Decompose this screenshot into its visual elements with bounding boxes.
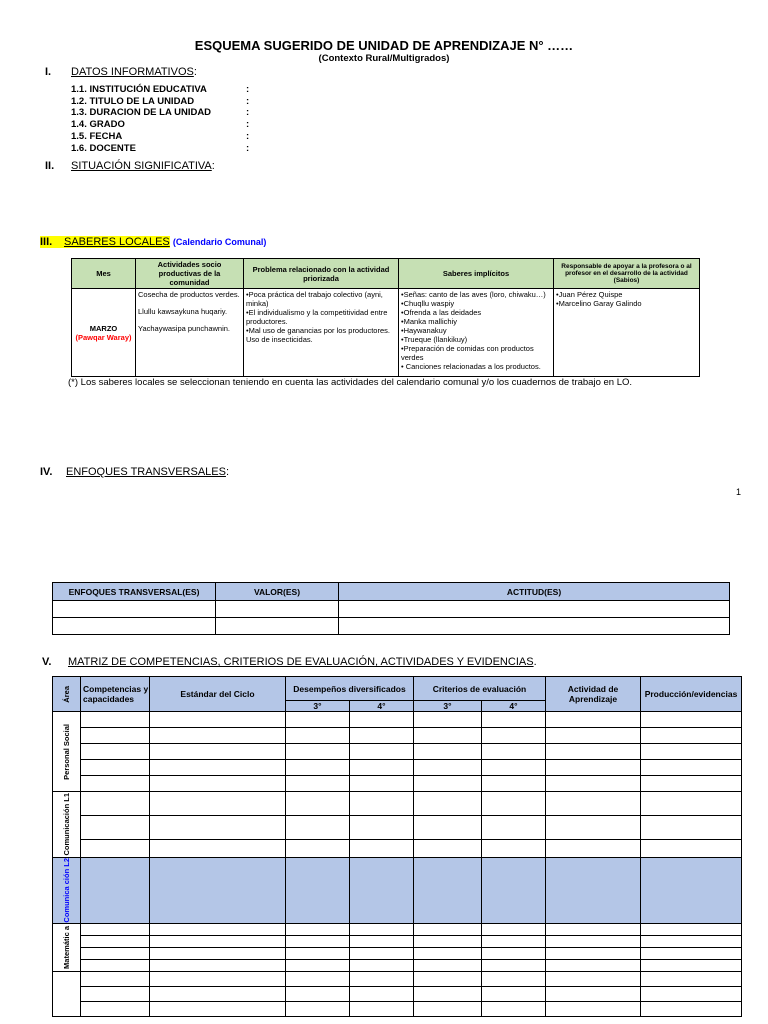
info-row: 1.2. TITULO DE LA UNIDAD : — [71, 95, 250, 107]
table-row — [53, 947, 742, 959]
table-row — [53, 1001, 742, 1016]
section-number: I. — [45, 66, 52, 78]
document-title: ESQUEMA SUGERIDO DE UNIDAD DE APRENDIZAJE N° …… — [194, 38, 574, 53]
table-row — [53, 923, 742, 935]
page-number: 1 — [736, 487, 742, 497]
info-row: 1.6. DOCENTE : — [71, 142, 250, 154]
section-enfoques-transversales: IV. ENFOQUES TRANSVERSALES: — [40, 466, 230, 478]
section-datos-informativos: I. DATOS INFORMATIVOS: — [45, 66, 197, 78]
area-comunicacion-l2: Comunica ción L2 — [53, 858, 81, 924]
mes-cell: MARZO (Pawqar Waray) — [72, 289, 136, 377]
section-matriz: V. MATRIZ DE COMPETENCIAS, CRITERIOS DE EVALUACIÓN, ACTIVIDADES Y EVIDENCIAS. — [42, 656, 537, 668]
saberes-table: Mes Actividades socio productivas de la comunidad Problema relacionado con la actividad priorizada Saberes implícitos Responsable de apoyar a la profesora o al profesor en el desarrollo de la actividad (Sabios) MARZO (Pawqar Waray) Cosecha de productos verdes. Llullu kawsaykuna huqariy. Yachaywasipa punchawnin. •Poca práctica del trabajo colectivo (ayni, minka) •El individualismo y la competitividad entre productores. •Mal uso de ganancias por los productores. Uso de insecticidas. •Señas: canto de las aves (loro, chiwaku…) •Chuqllu waspiy •Ofrenda a las deidades •Manka mallichiy •Haywanakuy •Trueque (llankikuy) •Preparación de comidas con productos verdes • Canciones relacionadas a los productos. •Juan Pérez Quispe •Marcelino Garay Galindo — [71, 258, 700, 377]
table-row — [53, 935, 742, 947]
actividades-cell: Cosecha de productos verdes. Llullu kawsaykuna huqariy. Yachaywasipa punchawnin. — [136, 289, 244, 377]
enfoques-table: ENFOQUES TRANSVERSAL(ES) VALOR(ES) ACTITUD(ES) — [52, 582, 730, 635]
info-row: 1.5. FECHA : — [71, 130, 250, 142]
matriz-table: Área Competencias y capacidades Estándar del Ciclo Desempeños diversificados Criterios de evaluación Actividad de Aprendizaje Producción/evidencias 3° 4° 3° 4° Personal Social Comunicación L1 Comunica ción L2 Matemátic a — [52, 676, 742, 1017]
footnote: (*) Los saberes locales se seleccionan teniendo en cuenta las actividades del calendario comunal y/o los cuadernos de trabajo en LO. — [68, 377, 633, 388]
area-matematica: Matemátic a — [53, 923, 81, 971]
area-blank — [53, 971, 81, 1016]
table-row — [53, 601, 730, 618]
responsable-cell: •Juan Pérez Quispe •Marcelino Garay Galindo — [554, 289, 700, 377]
section-label: DATOS INFORMATIVOS — [71, 66, 194, 78]
info-list — [71, 84, 249, 154]
table-row — [53, 959, 742, 971]
table-row — [53, 760, 742, 776]
info-row: 1.4. GRADO : — [71, 119, 250, 131]
table-row — [53, 728, 742, 744]
document-subtitle: (Contexto Rural/Multigrados) — [318, 53, 450, 64]
problema-cell: •Poca práctica del trabajo colectivo (ayni, minka) •El individualismo y la competitividad entre productores. •Mal uso de ganancias por los productores. Uso de insecticidas. — [244, 289, 399, 377]
table-row — [53, 858, 742, 924]
table-row — [53, 712, 742, 728]
table-row — [53, 618, 730, 635]
saberes-cell: •Señas: canto de las aves (loro, chiwaku…) •Chuqllu waspiy •Ofrenda a las deidades •Manka mallichiy •Haywanakuy •Trueque (llankikuy) •Preparación de comidas con productos verdes • Canciones relacionadas a los productos. — [399, 289, 554, 377]
table-row — [53, 816, 742, 840]
table-row — [53, 986, 742, 1001]
section-saberes-locales: III. SABERES LOCALES (Calendario Comunal) — [40, 236, 267, 248]
table-row — [72, 289, 700, 377]
area-comunicacion-l1: Comunicación L1 — [53, 792, 81, 858]
info-row: 1.3. DURACION DE LA UNIDAD : — [71, 107, 250, 119]
table-row — [53, 792, 742, 816]
table-row — [53, 971, 742, 986]
section-situacion-significativa: II. SITUACIÓN SIGNIFICATIVA: — [45, 160, 215, 172]
area-personal-social: Personal Social — [53, 712, 81, 792]
table-row — [53, 840, 742, 858]
info-row: 1.1. INSTITUCIÓN EDUCATIVA : — [71, 84, 250, 95]
table-row — [53, 744, 742, 760]
table-row — [53, 776, 742, 792]
